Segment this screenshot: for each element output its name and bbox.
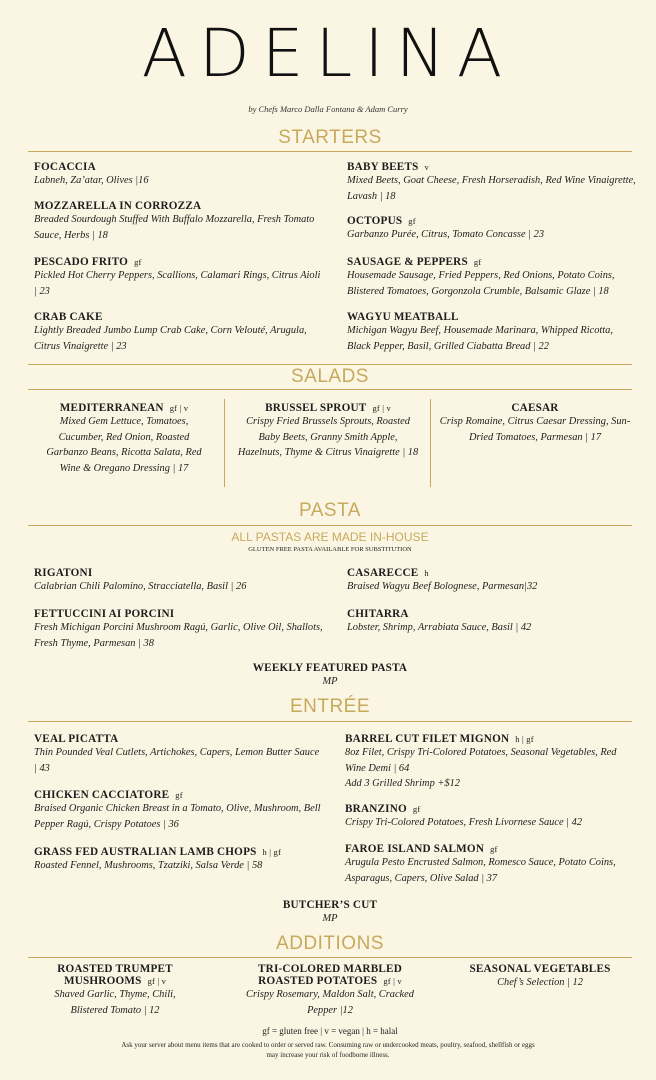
- item-name: PESCADO FRITO: [34, 256, 129, 268]
- pasta-note: ALL PASTAS ARE MADE IN-HOUSE: [231, 530, 429, 544]
- item-description: Fresh Michigan Porcini Mushroom Ragú, Garlic, Olive Oil, Shallots, Fresh Thyme, Parmesan | 38: [34, 622, 323, 649]
- dietary-tag: gf: [490, 844, 498, 854]
- item-name: TRI-COLORED MARBLED ROASTED POTATOES: [258, 963, 402, 987]
- item-name: FAROE ISLAND SALMON: [345, 843, 485, 855]
- featured-item: [28, 899, 632, 927]
- section-title-pasta: PASTA: [299, 500, 361, 521]
- section-title-starters: STARTERS: [278, 127, 382, 148]
- menu-item: [34, 789, 324, 832]
- item-description: Pickled Hot Cherry Peppers, Scallions, Calamari Rings, Citrus Aioli | 23: [34, 270, 321, 297]
- restaurant-logo: ADELINA: [141, 15, 515, 92]
- item-name: BRUSSEL SPROUT: [265, 402, 367, 414]
- divider: [28, 525, 632, 526]
- item-description: Arugula Pesto Encrusted Salmon, Romesco Sauce, Potato Coins, Asparagus, Capers, Olive Salad | 37: [345, 857, 616, 884]
- item-name: GRASS FED AUSTRALIAN LAMB CHOPS: [34, 846, 257, 858]
- item-description: Labneh, Za’atar, Olives |16: [34, 175, 149, 186]
- item-name: FOCACCIA: [34, 161, 96, 173]
- item-description: Housemade Sausage, Fried Peppers, Red Onions, Potato Coins, Blistered Tomatoes, Gorgonzola Crumble, Balsamic Glaze | 18: [347, 270, 615, 297]
- menu-item: [34, 200, 324, 243]
- item-description: Breaded Sourdough Stuffed With Buffalo Mozzarella, Fresh Tomato Sauce, Herbs | 18: [34, 214, 315, 241]
- disclaimer: Ask your server about menu items that are cooked to order or served raw. Consuming raw or undercooked meats, poultry, seafood, shellfish or eggs may increase your risk of foodborne illness.: [121, 1041, 535, 1059]
- pasta-substitution-note: GLUTEN FREE PASTA AVAILABLE FOR SUBSTITUTION: [248, 546, 412, 553]
- section-title-salads: SALADS: [291, 366, 369, 387]
- divider: [28, 151, 632, 152]
- item-name: BRANZINO: [345, 803, 407, 815]
- dietary-tag: h: [424, 568, 429, 578]
- item-name: CRAB CAKE: [34, 311, 103, 323]
- column-divider: [430, 399, 431, 487]
- dietary-tag: gf | v: [383, 976, 402, 986]
- item-name: CHITARRA: [347, 608, 409, 620]
- menu-item: [347, 215, 637, 243]
- item-description: Chef’s Selection | 12: [497, 977, 583, 988]
- item-description: 8oz Filet, Crispy Tri-Colored Potatoes, Seasonal Vegetables, Red Wine Demi | 64: [345, 747, 617, 774]
- dietary-tag: gf | v: [372, 403, 391, 413]
- item-name: WAGYU MEATBALL: [347, 311, 459, 323]
- menu-item: [34, 567, 324, 595]
- item-description: Crispy Tri-Colored Potatoes, Fresh Livornese Sauce | 42: [345, 817, 583, 828]
- item-description: Braised Organic Chicken Breast in a Tomato, Olive, Mushroom, Bell Pepper Ragú, Crispy Potatoes | 36: [34, 803, 321, 830]
- featured-item: [28, 662, 632, 690]
- dietary-tag: h | gf: [262, 847, 282, 857]
- item-description: Lobster, Shrimp, Arrabiata Sauce, Basil | 42: [347, 622, 532, 633]
- divider: [28, 364, 632, 365]
- menu-item: [438, 402, 632, 445]
- menu-item: [34, 733, 324, 776]
- dietary-tag: gf | v: [169, 403, 189, 413]
- menu-item: [236, 963, 424, 1018]
- item-name: BARREL CUT FILET MIGNON: [345, 733, 510, 745]
- item-name: OCTOPUS: [347, 215, 403, 227]
- item-description: Michigan Wagyu Beef, Housemade Marinara, Whipped Ricotta, Black Pepper, Basil, Grilled Ciabatta Bread | 22: [347, 325, 613, 352]
- divider: [28, 957, 632, 958]
- item-name: BUTCHER’S CUT: [282, 899, 378, 911]
- item-description: Shaved Garlic, Thyme, Chili, Blistered Tomato | 12: [54, 989, 176, 1016]
- item-description: Crisp Romaine, Citrus Caesar Dressing, Sun-Dried Tomatoes, Parmesan | 17: [439, 416, 631, 443]
- item-description: Lightly Breaded Jumbo Lump Crab Cake, Corn Velouté, Arugula, Citrus Vinaigrette | 23: [34, 325, 307, 352]
- dietary-legend: gf = gluten free | v = vegan | h = halal: [262, 1026, 398, 1036]
- item-addon: Add 3 Grilled Shrimp +$12: [345, 778, 460, 789]
- item-name: FETTUCCINI AI PORCINI: [34, 608, 175, 620]
- menu-item: [345, 803, 635, 831]
- dietary-tag: h | gf: [515, 734, 534, 744]
- item-name: RIGATONI: [34, 567, 93, 579]
- dietary-tag: v: [424, 162, 429, 172]
- item-description: Crispy Rosemary, Maldon Salt, Cracked Pepper |12: [246, 989, 414, 1016]
- menu-item: [236, 402, 420, 461]
- menu-item: [34, 846, 334, 874]
- item-name: ROASTED TRUMPET MUSHROOMS: [57, 963, 173, 987]
- item-description: Mixed Beets, Goat Cheese, Fresh Horseradish, Red Wine Vinaigrette, Lavash | 18: [347, 175, 636, 202]
- section-title-additions: ADDITIONS: [276, 933, 384, 954]
- column-divider: [224, 399, 225, 487]
- menu-item: [34, 608, 324, 651]
- item-name: WEEKLY FEATURED PASTA: [252, 662, 408, 674]
- menu-item: [347, 311, 637, 354]
- menu-item: [347, 161, 637, 204]
- item-description: Roasted Fennel, Mushrooms, Tzatziki, Salsa Verde | 58: [34, 860, 263, 871]
- item-name: MOZZARELLA IN CORROZZA: [34, 200, 202, 212]
- item-name: BABY BEETS: [347, 161, 419, 173]
- dietary-tag: gf: [408, 216, 416, 226]
- item-price: MP: [322, 913, 338, 924]
- menu-item: [40, 963, 190, 1018]
- menu-item: [347, 256, 637, 299]
- section-title-entree: ENTRÉE: [289, 696, 371, 717]
- dietary-tag: gf: [412, 804, 421, 814]
- dietary-tag: gf: [473, 257, 482, 267]
- item-description: Braised Wagyu Beef Bolognese, Parmesan|32: [347, 581, 538, 592]
- divider: [28, 389, 632, 390]
- menu-item: [345, 843, 635, 886]
- item-description: Thin Pounded Veal Cutlets, Artichokes, Capers, Lemon Butter Sauce | 43: [34, 747, 320, 774]
- item-name: CHICKEN CACCIATORE: [34, 789, 170, 801]
- item-description: Calabrian Chili Palomino, Stracciatella, Basil | 26: [34, 581, 247, 592]
- menu-item: [345, 733, 635, 792]
- dietary-tag: gf | v: [147, 976, 167, 986]
- menu-item: [34, 256, 324, 299]
- item-name: MEDITERRANEAN: [59, 402, 164, 414]
- divider: [28, 721, 632, 722]
- dietary-tag: gf: [175, 790, 183, 800]
- chef-byline: by Chefs Marco Dalla Fontana & Adam Curry: [248, 104, 408, 114]
- item-description: Crispy Fried Brussels Sprouts, Roasted Baby Beets, Granny Smith Apple, Hazelnuts, Thyme & Citrus Vinaigrette | 18: [237, 416, 419, 458]
- menu-item: [347, 567, 637, 595]
- item-name: SEASONAL VEGETABLES: [469, 963, 611, 975]
- item-price: MP: [322, 676, 338, 687]
- item-description: Garbanzo Purée, Citrus, Tomato Concasse | 23: [347, 229, 545, 240]
- item-name: CASARECCE: [347, 567, 419, 579]
- item-name: SAUSAGE & PEPPERS: [347, 256, 468, 268]
- menu-item: [34, 311, 324, 354]
- dietary-tag: gf: [134, 257, 142, 267]
- menu-item: [38, 402, 210, 476]
- item-name: CAESAR: [511, 402, 559, 414]
- menu-item: [452, 963, 628, 991]
- item-name: VEAL PICATTA: [34, 733, 119, 745]
- menu-item: [34, 161, 324, 189]
- item-description: Mixed Gem Lettuce, Tomatoes, Cucumber, Red Onion, Roasted Garbanzo Beans, Ricotta Salata, Red Wine & Oregano Dressing | 17: [46, 416, 202, 474]
- menu-item: [347, 608, 637, 636]
